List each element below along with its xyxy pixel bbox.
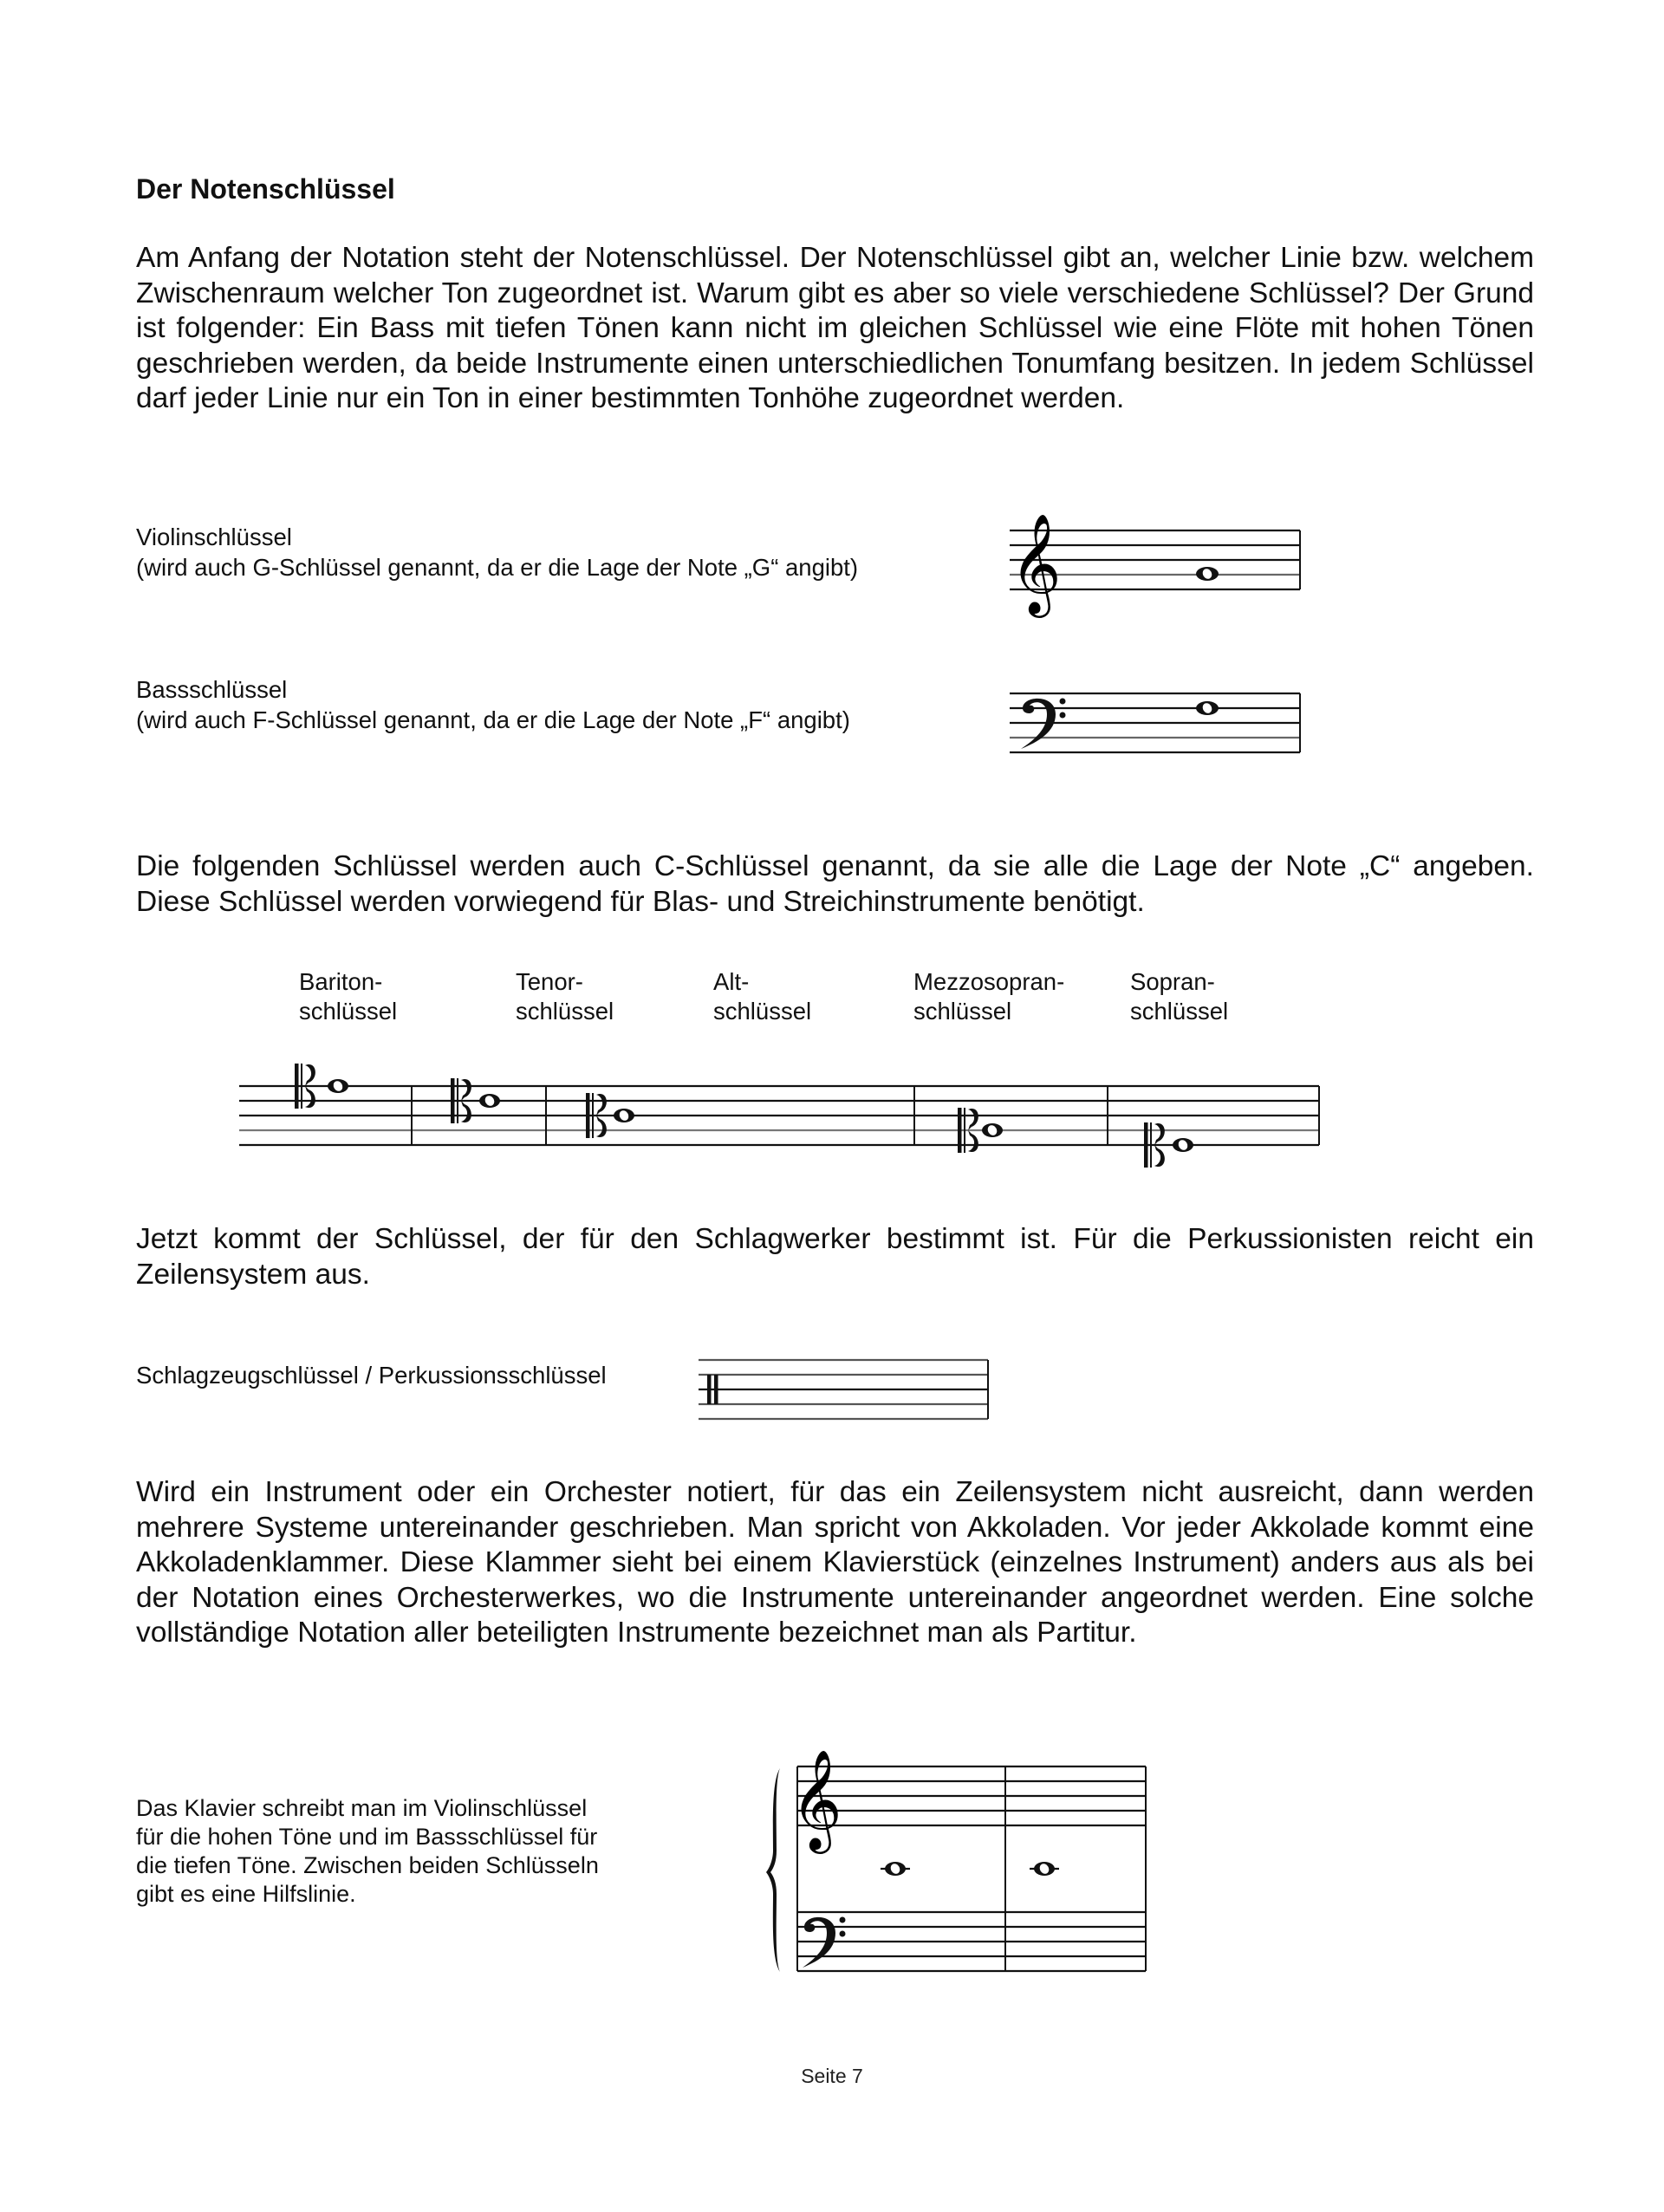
whole-note-icon (1196, 567, 1219, 581)
treble-clef-icon: 𝄞 (790, 1748, 842, 1850)
bass-clef-name: Bassschlüssel (136, 676, 288, 703)
ledger-note-icon (881, 1862, 910, 1876)
whole-note-icon (1173, 1138, 1193, 1152)
c-clef-label-sopran (1130, 967, 1228, 1026)
percussion-staff (693, 1352, 992, 1426)
treble-clef-icon: 𝄞 (1010, 512, 1062, 614)
treble-staff (1005, 503, 1304, 615)
label-line-1: Mezzosopran- (913, 968, 1065, 995)
c-clef-label-alt (713, 967, 811, 1026)
whole-note-icon (479, 1094, 500, 1108)
label-line-1: Alt- (713, 968, 750, 995)
label-line-1: Bariton- (299, 968, 383, 995)
whole-note-icon (328, 1079, 348, 1093)
akkolade-paragraph: Wird ein Instrument oder ein Orchester notiert, für das ein Zeilensystem nicht ausreicht, dann werden mehrere Systeme untereinander geschrieben. Man spricht von Akkoladen. Vor jeder Akkolade kommt eine Akkoladenklammer. Diese Klammer sieht bei einem Klavierstück (einzelnes Instrument) anders aus als bei der Notation eines Orchesterwerkes, wo die Instrumente untereinander angeordnet werden. Eine solche vollständige Notation aller beteiligten Instrumente bezeichnet man als Partitur. (136, 1476, 1534, 1649)
staff-lines (239, 1086, 1319, 1145)
whole-note-icon (614, 1109, 634, 1122)
c-clef-paragraph: Die folgenden Schlüssel werden auch C-Schlüssel genannt, da sie alle die Lage der Note „C“ angeben. Diese Schlüssel werden vorwiegend für Blas- und Streichinstrumente benötigt. (136, 850, 1534, 918)
page-title: Der Notenschlüssel (136, 173, 395, 205)
label-line-2: schlüssel (299, 998, 398, 1025)
bass-clef-description: (wird auch F-Schlüssel genannt, da er die Lage der Note „F“ angibt) (136, 706, 850, 733)
label-line-2: schlüssel (516, 998, 614, 1025)
whole-note-icon (982, 1123, 1003, 1137)
label-line-1: Tenor- (516, 968, 583, 995)
treble-staff-lines (797, 1766, 1146, 1825)
intro-paragraph: Am Anfang der Notation steht der Notenschlüssel. Der Notenschlüssel gibt an, welcher Linie bzw. welchem Zwischenraum welcher Ton zugeordnet ist. Warum gibt es aber so viele verschiedene Schlüssel? Der Grund ist folgender: Ein Bass mit tiefen Tönen kann nicht im gleichen Schlüssel wie eine Flöte mit hohen Tönen geschrieben werden, da beide Instrumente einen unterschiedlichen Tonumfang besitzen. In jedem Schlüssel darf jeder Linie nur ein Ton in einer bestimmten Tonhöhe zugeordnet werden. (136, 242, 1534, 414)
page-number: Seite 7 (801, 2065, 863, 2087)
piano-grand-staff (763, 1729, 1153, 1981)
c-clef-label-tenor (516, 967, 614, 1026)
c-clef-label-mezzosopran (913, 967, 1064, 1026)
c-clef-staff (234, 1040, 1326, 1170)
ledger-note-icon (1030, 1862, 1059, 1876)
label-line-1: Sopran- (1130, 968, 1215, 995)
caption-line: gibt es eine Hilfslinie. (136, 1881, 356, 1907)
c-clef-label-bariton (299, 967, 397, 1026)
percussion-clef-name: Schlagzeugschlüssel / Perkussionsschlüssel (136, 1362, 607, 1389)
caption-line: Das Klavier schreibt man im Violinschlüssel (136, 1795, 588, 1821)
violin-clef-description: (wird auch G-Schlüssel genannt, da er die Lage der Note „G“ angibt) (136, 554, 859, 581)
piano-caption (136, 1794, 599, 1909)
caption-line: die tiefen Töne. Zwischen beiden Schlüsseln (136, 1852, 599, 1878)
violin-clef-name: Violinschlüssel (136, 524, 292, 550)
percussion-paragraph: Jetzt kommt der Schlüssel, der für den Schlagwerker bestimmt ist. Für die Perkussionisten reicht ein Zeilensystem aus. (136, 1223, 1534, 1291)
label-line-2: schlüssel (913, 998, 1012, 1025)
bass-staff (1005, 685, 1304, 763)
whole-note-icon (1196, 701, 1219, 715)
brace-icon (766, 1768, 780, 1972)
label-line-2: schlüssel (713, 998, 812, 1025)
bass-staff-lines (797, 1912, 1146, 1971)
label-line-2: schlüssel (1130, 998, 1229, 1025)
caption-line: für die hohen Töne und im Bassschlüssel für (136, 1824, 598, 1850)
